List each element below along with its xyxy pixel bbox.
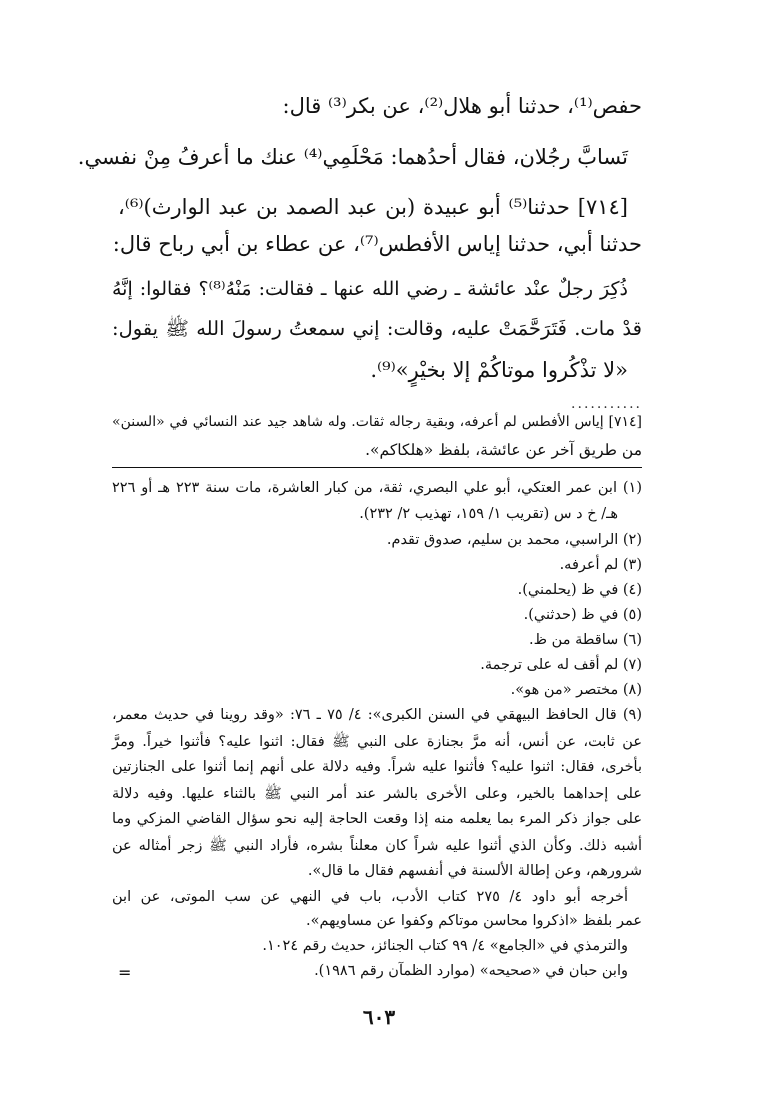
main-line-3: [٧١٤] حدثنا⁽⁵⁾ أبو عبيدة (بن عبد الصمد بن عبد الوارث)⁽⁶⁾، bbox=[118, 195, 628, 219]
main-line-2: تَسابَّ رجُلان، فقال أحدُهما: مَحْلَمِي⁽⁴⁾ عنك ما أعرفُ مِنْ نفسي. bbox=[77, 145, 628, 169]
main-line-5: ذُكِرَ رجلٌ عنْد عائشة ـ رضي الله عنها ـ فقالت: مَنْهُ⁽⁸⁾؟ فقالوا: إنَّهُ bbox=[112, 278, 628, 300]
main-line-1: حفص⁽¹⁾، حدثنا أبو هلال⁽²⁾، عن بكر⁽³⁾ قال: bbox=[282, 94, 642, 118]
footnote-line-6: (٥) في ظ (حدثني). bbox=[523, 607, 642, 623]
footnote-line-18: عمر بلفظ «اذكروا محاسن موتاكم وكفوا عن مساويهم». bbox=[306, 913, 642, 929]
footnote-line-19: والترمذي في «الجامع» ٤/ ٩٩ كتاب الجنائز، حديث رقم ١٠٢٤. bbox=[262, 938, 628, 954]
footnote-line-20: وابن حبان في «صحيحه» (موارد الظمآن رقم ١٩٨٦). bbox=[314, 963, 628, 979]
footnote-line-4: (٣) لم أعرفه. bbox=[559, 557, 642, 573]
footnote-rule bbox=[112, 467, 642, 468]
separator-dots: ........... bbox=[571, 396, 642, 412]
footnote-line-9: (٨) مختصر «من هو». bbox=[510, 682, 642, 698]
page-number: ٦٠٣ bbox=[362, 1005, 396, 1029]
footnote-line-5: (٤) في ظ (يحلمني). bbox=[517, 582, 642, 598]
footnote-line-10: (٩) قال الحافظ البيهقي في السنن الكبرى»: ٤/ ٧٥ ـ ٧٦: «وقد روينا في حديث معمر، bbox=[112, 707, 642, 723]
footnote-line-12: بأخرى، فقال: اثنوا عليه؟ فأثنوا عليه شراً. وفيه دلالة على أنهم إنما أثنوا على الجنازتين bbox=[112, 759, 642, 775]
commentary-line-2: من طريق آخر عن عائشة، بلفظ «هلكاكم». bbox=[365, 441, 642, 459]
footnote-line-17: أخرجه أبو داود ٤/ ٢٧٥ كتاب الأدب، باب في النهي عن سب الموتى، عن ابن bbox=[112, 889, 629, 905]
continuation-mark: = bbox=[118, 963, 132, 982]
footnote-line-2: هـ/ خ د س (تقريب ١/ ١٥٩، تهذيب ٢/ ٢٣٢). bbox=[359, 506, 618, 522]
footnote-line-14: على جواز ذكر المرء بما يعلمه منه إذا وقعت الحاجة إليه نحو سؤال القاضي المزكي وما bbox=[112, 811, 642, 827]
footnote-line-16: شرورهم، وعن إطالة الألسنة في أنفسهم فقال ما قال». bbox=[307, 863, 642, 879]
footnote-line-1: (١) ابن عمر العتكي، أبو علي البصري، ثقة، من كبار العاشرة، مات سنة ٢٢٣ هـ أو ٢٢٦ bbox=[112, 480, 642, 496]
commentary-line-1: [٧١٤] إياس الأفطس لم أعرفه، وبقية رجاله ثقات. وله شاهد جيد عند النسائي في «السنن» bbox=[112, 414, 642, 430]
footnote-line-7: (٦) ساقطة من ظ. bbox=[529, 632, 642, 648]
footnote-line-3: (٢) الراسبي، محمد بن سليم، صدوق تقدم. bbox=[386, 532, 642, 548]
footnote-line-13: على إحداهما بالخير، وعلى الأخرى بالشر عند أمر النبي ﷺ بالثناء عليها. وفيه دلالة bbox=[112, 786, 642, 802]
footnote-line-11: عن ثابت، عن أنس، أنه مرَّ بجنازة على النبي ﷺ فقال: اثنوا عليه؟ فأثنوا خيراً. ومرَّ bbox=[112, 734, 642, 750]
main-line-6: قدْ مات. فَتَرَحَّمَتْ عليه، وقالت: إني سمعتُ رسولَ الله ﷺ يقول: bbox=[112, 317, 642, 340]
main-line-4: حدثنا أبي، حدثنا إياس الأفطس⁽⁷⁾، عن عطاء بن أبي رباح قال: bbox=[112, 232, 642, 256]
footnote-line-8: (٧) لم أقف له على ترجمة. bbox=[480, 657, 642, 673]
footnote-line-15: أشبه ذلك. وكأن الذي أثنوا عليه شراً كان معلناً بشره، فأراد النبي ﷺ زجر أمثاله عن bbox=[112, 838, 642, 854]
main-line-7: «لا تذْكُروا موتاكُمْ إلا بخيْرٍ»⁽⁹⁾. bbox=[370, 358, 628, 382]
